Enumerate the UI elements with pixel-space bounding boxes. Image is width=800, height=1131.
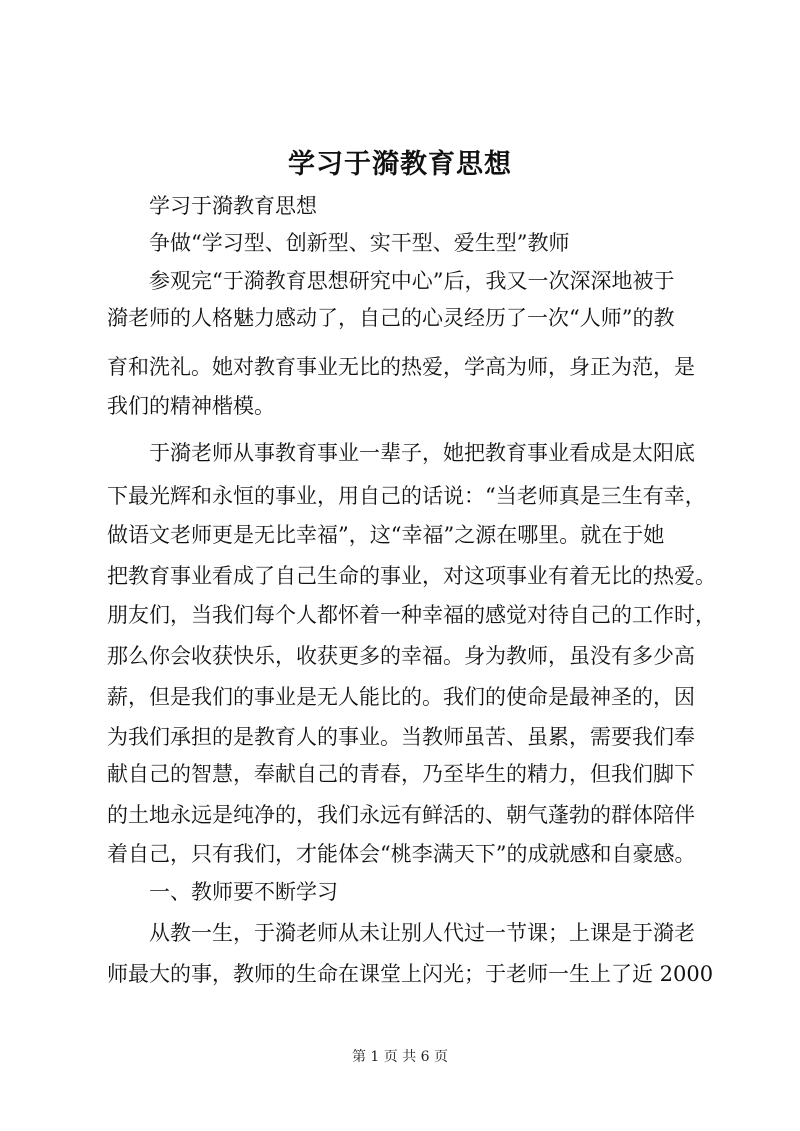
subtitle-line: 学习于漪教育思想	[149, 194, 317, 218]
paragraph-line: 师最大的事，教师的生命在课堂上闪光；于老师一生上了近 2000	[107, 962, 714, 986]
paragraph-line: 为我们承担的是教育人的事业。当教师虽苦、虽累，需要我们奉	[107, 725, 695, 749]
paragraph-line: 漪老师的人格魅力感动了，自己的心灵经历了一次“人师”的教	[107, 306, 675, 330]
paragraph-line: 薪，但是我们的事业是无人能比的。我们的使命是最神圣的，因	[107, 685, 695, 709]
paragraph-line: 做语文老师更是无比幸福”，这“幸福”之源在哪里。就在于她	[107, 523, 665, 547]
paragraph-line: 从教一生，于漪老师从未让别人代过一节课；上课是于漪老	[149, 921, 695, 945]
paragraph-line: 参观完“于漪教育思想研究中心”后，我又一次深深地被于	[149, 269, 675, 293]
paragraph-line: 把教育事业看成了自己生命的事业，对这项事业有着无比的热爱。	[107, 564, 716, 588]
section-heading: 一、教师要不断学习	[149, 880, 338, 904]
paragraph-line: 于漪老师从事教育事业一辈子，她把教育事业看成是太阳底	[149, 441, 695, 465]
page-footer: 第 1 页 共 6 页	[351, 1049, 449, 1065]
paragraph-line: 育和洗礼。她对教育事业无比的热爱，学高为师，身正为范，是	[107, 355, 695, 379]
paragraph-line: 着自己，只有我们，才能体会“桃李满天下”的成就感和自豪感。	[107, 842, 696, 866]
paragraph-line: 献自己的智慧，奉献自己的青春，乃至毕生的精力，但我们脚下	[107, 762, 695, 786]
paragraph-line: 我们的精神楷模。	[107, 394, 275, 418]
paragraph-line: 那么你会收获快乐，收获更多的幸福。身为教师，虽没有多少高	[107, 644, 695, 668]
paragraph-line: 的土地永远是纯净的，我们永远有鲜活的、朝气蓬勃的群体陪伴	[107, 803, 695, 827]
page-title: 学习于漪教育思想	[288, 149, 512, 180]
subheading-line: 争做“学习型、创新型、实干型、爱生型”教师	[149, 231, 570, 255]
paragraph-line: 朋友们，当我们每个人都怀着一种幸福的感觉对待自己的工作时，	[107, 603, 716, 627]
paragraph-line: 下最光辉和永恒的事业，用自己的话说：“当老师真是三生有幸，	[107, 484, 706, 508]
